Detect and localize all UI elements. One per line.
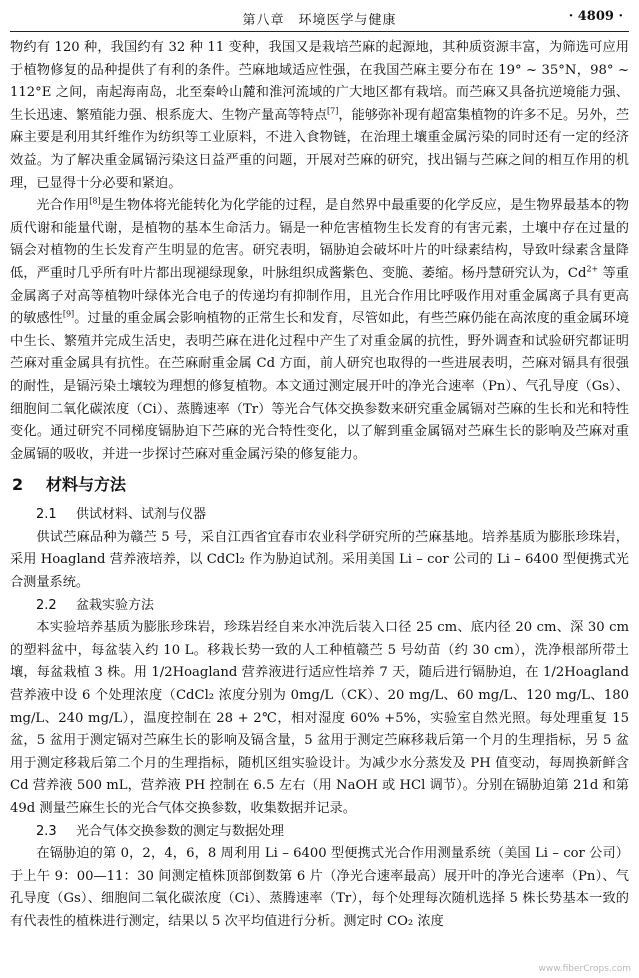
section-number: 2 — [12, 475, 24, 495]
subsection-number: 2.3 — [36, 823, 57, 839]
subsection-heading-2-1 — [10, 504, 629, 527]
text-run: 物约有 120 种，我国约有 32 种 11 变种，我国又是栽培苎麻的起源地，其种质资源丰富，为筛选可应用于植物修复的品种提供了有利的条件。苎麻地域适应性强，在我国苎麻主要分布在 19° ~ 35°N，98° ~ 112°E 之间，南起海南岛，北至秦岭山麓和淮河流域的广大地区都有栽培。而苎麻又具备抗逆境能力强、生长迅速、繁殖能力强、根系庞大、生物产量高等特点 — [10, 40, 629, 123]
subsection-number: 2.2 — [36, 597, 57, 613]
ion-charge: 2+ — [586, 264, 599, 274]
watermark: www.fiberCrops.com — [538, 964, 631, 974]
paragraph-2-3: 在镉胁迫的第 0，2，4，6，8 周利用 Li – 6400 型便携式光合作用测量系统（美国 Li – cor 公司）于上午 9：00—11：30 间测定植株顶部倒数第 6 片（净光合速率最高）展开叶的净光合速率（Pn）、气孔导度（Gs）、细胞间二氧化碳浓度（Ci）、蒸腾速率（Tr），每个处理每次随机选择 5 株长势基本一致的有代表性的植株进行测定，结果以 5 次平均值进行分析。测定时 CO₂ 浓度 — [10, 846, 629, 929]
chapter-title: 第八章 环境医学与健康 — [242, 13, 397, 28]
subsection-number: 2.1 — [36, 507, 57, 523]
subsection-title: 光合气体交换参数的测定与数据处理 — [76, 823, 285, 839]
page-number: · 4809 · — [568, 9, 623, 24]
subsection-heading-2-2 — [10, 595, 629, 618]
paragraph-2-1: 供试苎麻品种为赣苎 5 号，采自江西省宜春市农业科学研究所的苎麻基地。培养基质为膨胀珍珠岩，采用 Hoagland 营养液培养，以 CdCl₂ 作为胁迫试剂。采用美国 Li – cor 公司的 Li – 6400 型便携式光合测量系统。 — [10, 529, 629, 591]
text-run: ，能够弥补现有超富集植物的许多不足。另外，苎麻主要是利用其纤维作为纺织等工业原料，不进入食物链，在治理土壤重金属污染的同时还有一定的经济效益。为了解决重金属镉污染这日益严重的问题，开展对苎麻的研究，找出镉与苎麻之间的相互作用的机理，已显得十分必要和紧迫。 — [10, 107, 630, 191]
text-run: 是生物体将光能转化为化学能的过程，是自然界中最重要的化学反应，是生物界最基本的物质代谢和能量代谢，是植物的基本生命活力。镉是一种危害植物生长发育的有害元素，土壤中存在过量的镉会对植物的生长发育产生明显的危害。研究表明，镉胁迫会破坏叶片的叶绿素结构，导致叶绿素含量降低，严重时几乎所有叶片都出现褪绿现象，叶脉组织成酱紫色、变脆、萎缩。杨丹慧研究认为，Cd — [10, 198, 629, 281]
citation-7: [7] — [327, 106, 339, 116]
paragraph-intro-1 — [10, 37, 629, 195]
body-text — [10, 32, 629, 934]
text-run: 光合作用 — [36, 198, 90, 214]
text-run: 。过量的重金属会影响植物的正常生长和发育，尽管如此，有些苎麻仍能在高浓度的重金属环境中生长、繁殖并完成生活史，表明苎麻在进化过程中产生了对重金属的抗性，野外调查和试验研究都证明苎麻对重金属具有抗性。在苎麻耐重金属 Cd 方面，前人研究也取得的一些进展表明，苎麻对镉具有很强的耐性，是镉污染土壤较为理想的修复植物。本文通过测定展开叶的净光合速率（Pn）、气孔导度（Gs）、细胞间二氧化碳浓度（Ci）、蒸腾速率（Tr）等光合气体交换参数来研究重金属镉对苎麻的生长和光和特性变化。通过研究不同梯度镉胁迫下苎麻的光合特性变化，以了解到重金属镉对苎麻生长的影响及苎麻对重金属镉的吸收，并进一步探讨苎麻对重金属污染的修复能力。 — [10, 311, 630, 462]
paragraph-intro-2 — [10, 195, 629, 466]
subsection-title: 供试材料、试剂与仪器 — [76, 507, 207, 523]
section-heading-2 — [10, 472, 629, 498]
subsection-heading-2-3 — [10, 821, 629, 844]
subsection-title: 盆栽实验方法 — [76, 597, 155, 613]
section-title: 材料与方法 — [46, 475, 127, 495]
paragraph-2-2: 本实验培养基质为膨胀珍珠岩，珍珠岩经自来水冲洗后装入口径 25 cm、底内径 20 cm、深 30 cm 的塑料盆中，每盆装入约 10 L。移栽长势一致的人工种植赣苎 5 号幼苗（约 30 cm），洗净根部所带土壤，每盆栽植 3 株。用 1/2Hoagland 营养液进行适应性培养 7 天，随后进行镉胁迫，在 1/2Hoagland 营养液中设 6 个处理浓度（CdCl₂ 浓度分别为 0mg/L（CK）、20 mg/L、60 mg/L、120 mg/L、180 mg/L、240 mg/L），温度控制在 28 + 2℃，相对湿度 60% +5%，实验室自然光照。每处理重复 15 盆，5 盆用于测定镉对苎麻生长的影响及镉含量，5 盆用于测定苎麻移栽后第一个月的生理指标，另 5 盆用于测定移栽后第二个月的生理指标，随机区组实验设计。为减少水分蒸发及 PH 值变动，每周换新鲜含 Cd 营养液 500 mL，营养液 PH 控制在 6.5 左右（用 NaOH 或 HCl 调节）。分别在镉胁迫第 21d 和第 49d 测量苎麻生长的光合气体交换参数，收集数据并记录。 — [10, 620, 629, 816]
citation-9: [9] — [62, 309, 75, 319]
citation-8: [8] — [89, 196, 101, 206]
running-header — [10, 0, 629, 32]
text-run: 等重金属离子对高等植物叶绿体光合电子的传递均有抑制作用，且光合作用比呼吸作用对重金属离子具有更高的敏感性 — [10, 265, 629, 327]
